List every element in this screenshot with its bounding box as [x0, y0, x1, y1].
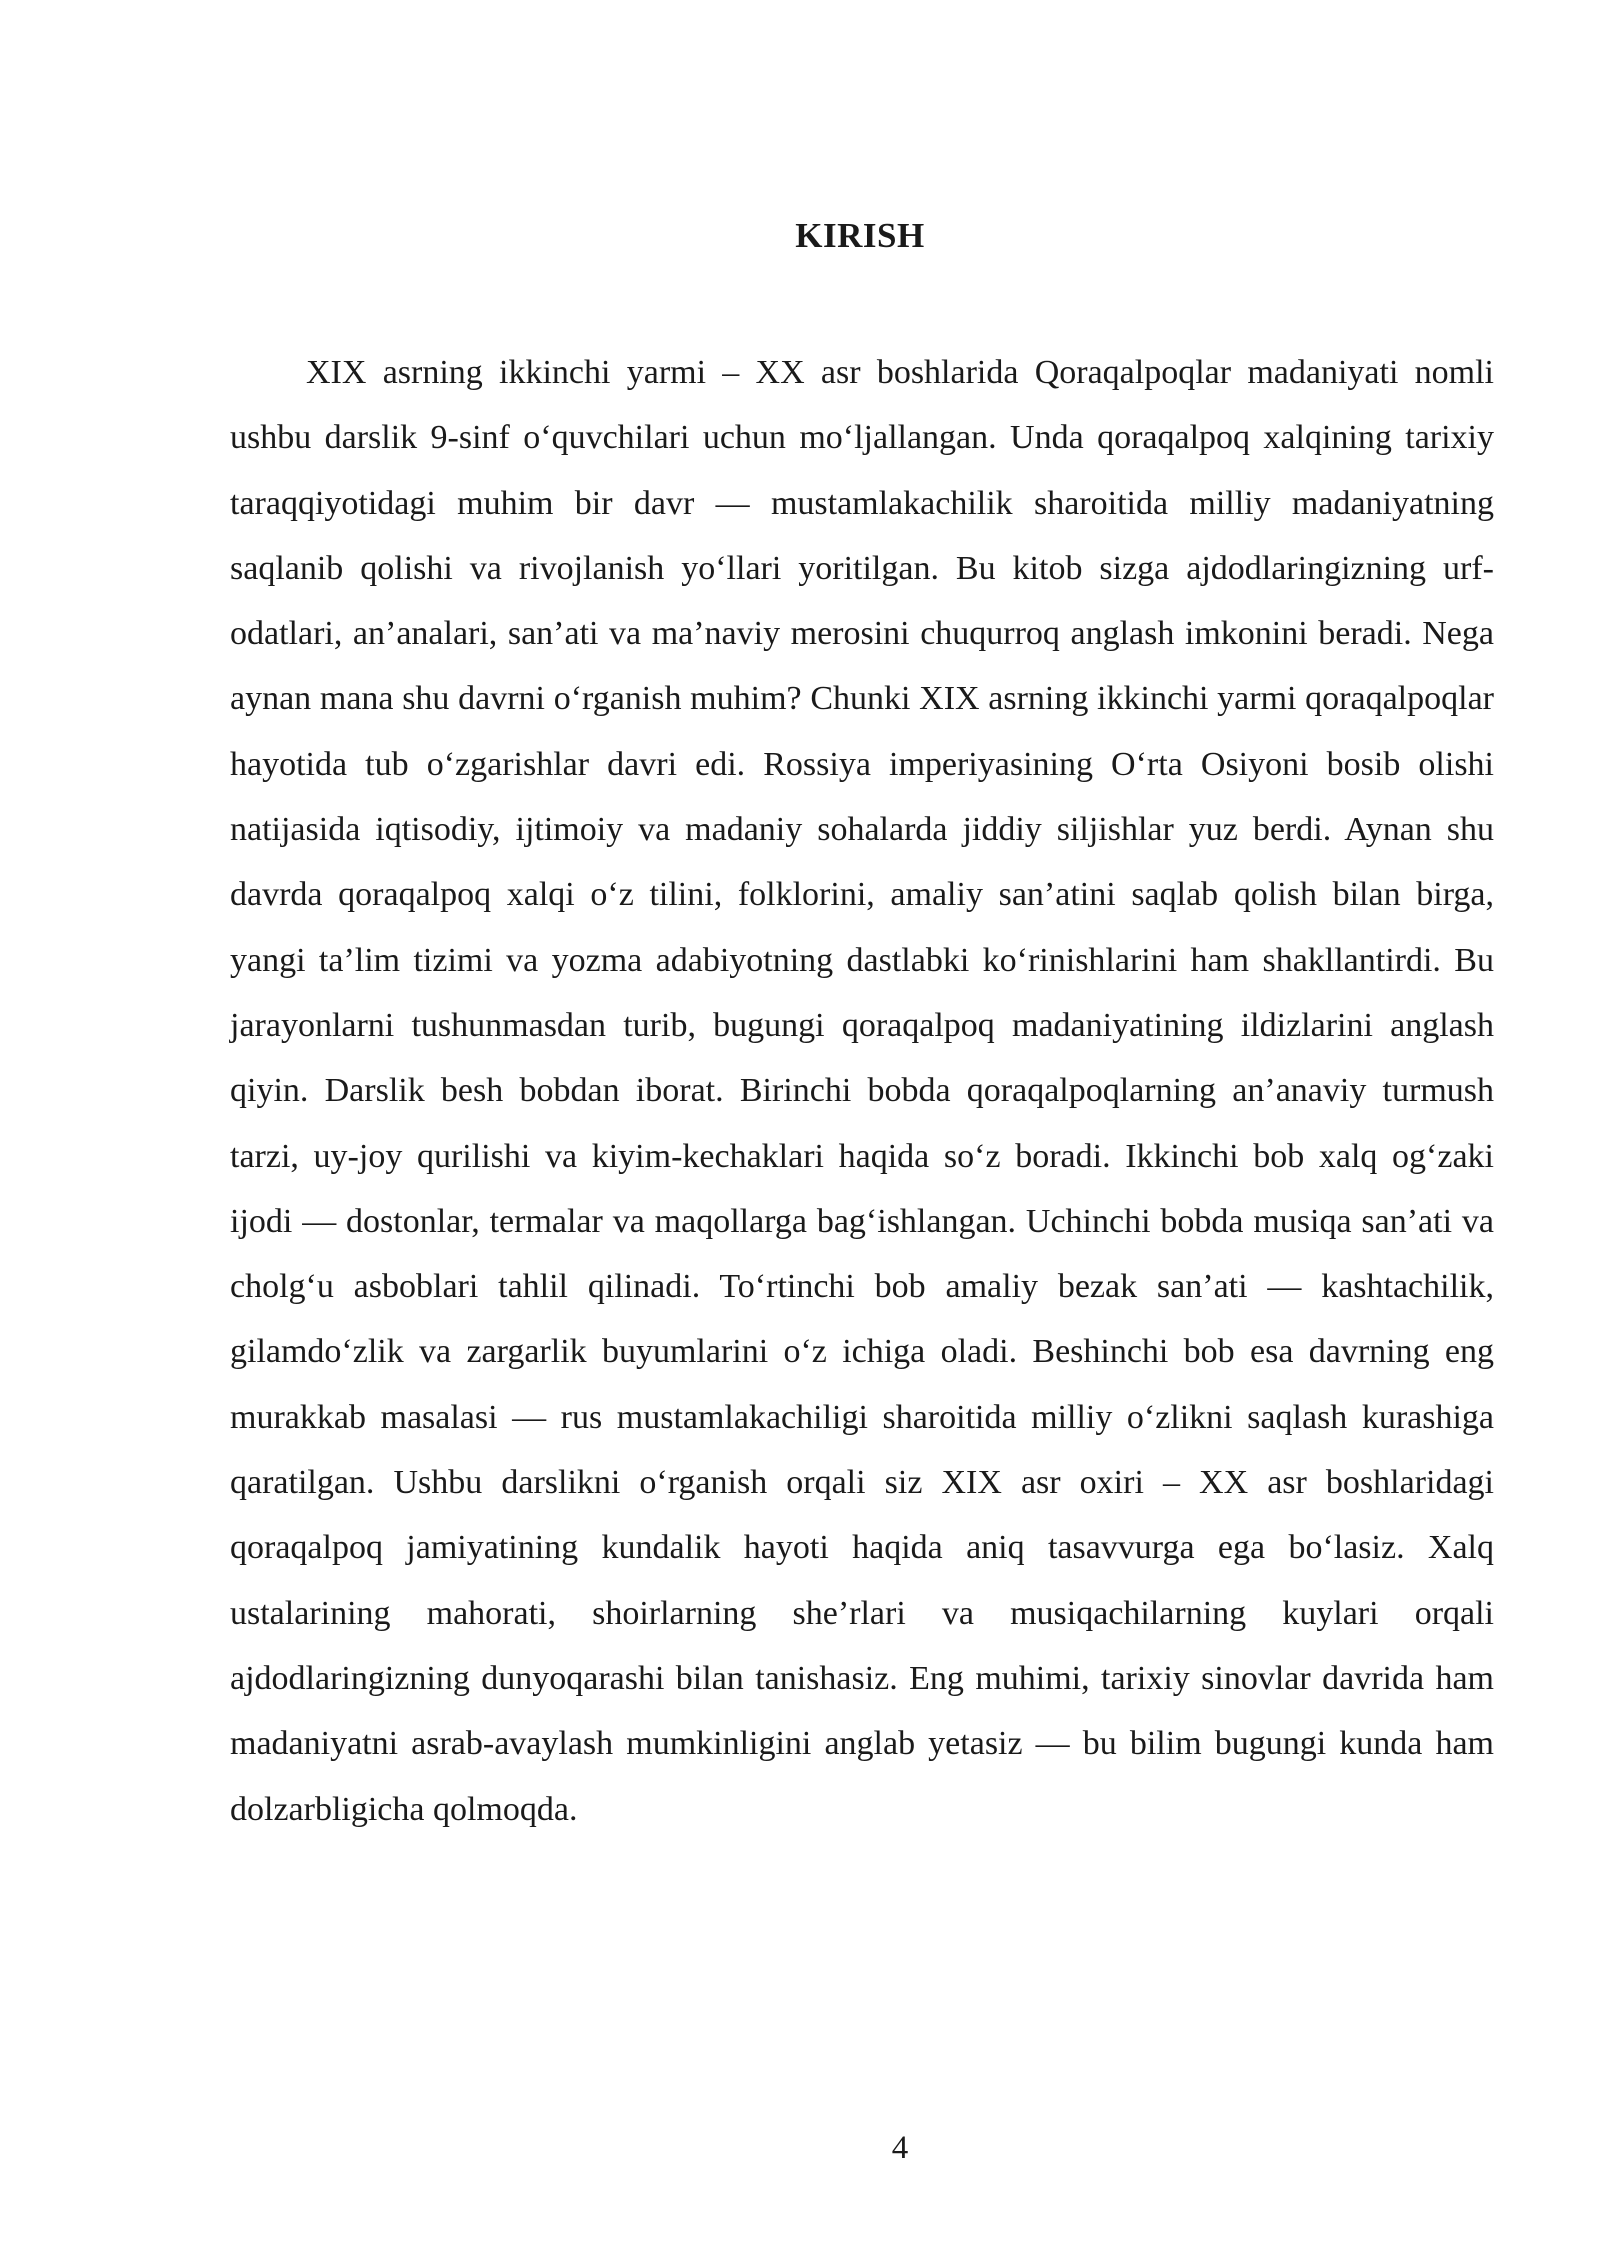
- page-number: 4: [891, 2130, 909, 2166]
- page-title: KIRISH: [795, 216, 925, 255]
- body-paragraph: XIX asrning ikkinchi yarmi – XX asr boshlarida Qoraqalpoqlar madaniyati nomli ushbu darslik 9-sinf o‘quvchilari uchun mo‘ljallangan. Unda qoraqalpoq xalqining tarixiy taraqqiyotidagi muhim bir davr — mustamlakachilik sharoitida milliy madaniyatning saqlanib qolishi va rivojlanish yo‘llari yoritilgan. Bu kitob sizga ajdodlaringizning urf-odatlari, an’analari, san’ati va ma’naviy merosini chuqurroq anglash imkonini beradi. Nega aynan mana shu davrni o‘rganish muhim? Chunki XIX asrning ikkinchi yarmi qoraqalpoqlar hayotida tub o‘zgarishlar davri edi. Rossiya imperiyasining O‘rta Osiyoni bosib olishi natijasida iqtisodiy, ijtimoiy va madaniy sohalarda jiddiy siljishlar yuz berdi. Aynan shu davrda qoraqalpoq xalqi o‘z tilini, folklorini, amaliy san’atini saqlab qolish bilan birga, yangi ta’lim tizimi va yozma adabiyotning dastlabki ko‘rinishlarini ham shakllantirdi. Bu jarayonlarni tushunmasdan turib, bugungi qoraqalpoq madaniyatining ildizlarini anglash qiyin. Darslik besh bobdan iborat. Birinchi bobda qoraqalpoqlarning an’anaviy turmush tarzi, uy-joy qurilishi va kiyim-kechaklari haqida so‘z boradi. Ikkinchi bob xalq og‘zaki ijodi — dostonlar, termalar va maqollarga bag‘ishlangan. Uchinchi bobda musiqa san’ati va cholg‘u asboblari tahlil qilinadi. To‘rtinchi bob amaliy bezak san’ati — kashtachilik, gilamdo‘zlik va zargarlik buyumlarini o‘z ichiga oladi. Beshinchi bob esa davrning eng murakkab masalasi — rus mustamlakachiligi sharoitida milliy o‘zlikni saqlash kurashiga qaratilgan. Ushbu darslikni o‘rganish orqali siz XIX asr oxiri – XX asr boshlaridagi qoraqalpoq jamiyatining kundalik hayoti haqida aniq tasavvurga ega bo‘lasiz. Xalq ustalarining mahorati, shoirlarning she’rlari va musiqachilarning kuylari orqali ajdodlaringizning dunyoqarashi bilan tanishasiz. Eng muhimi, tarixiy sinovlar davrida ham madaniyatni asrab-avaylash mumkinligini anglab yetasiz — bu bilim bugungi kunda ham dolzarbligicha qolmoqda.: [230, 354, 1494, 1828]
